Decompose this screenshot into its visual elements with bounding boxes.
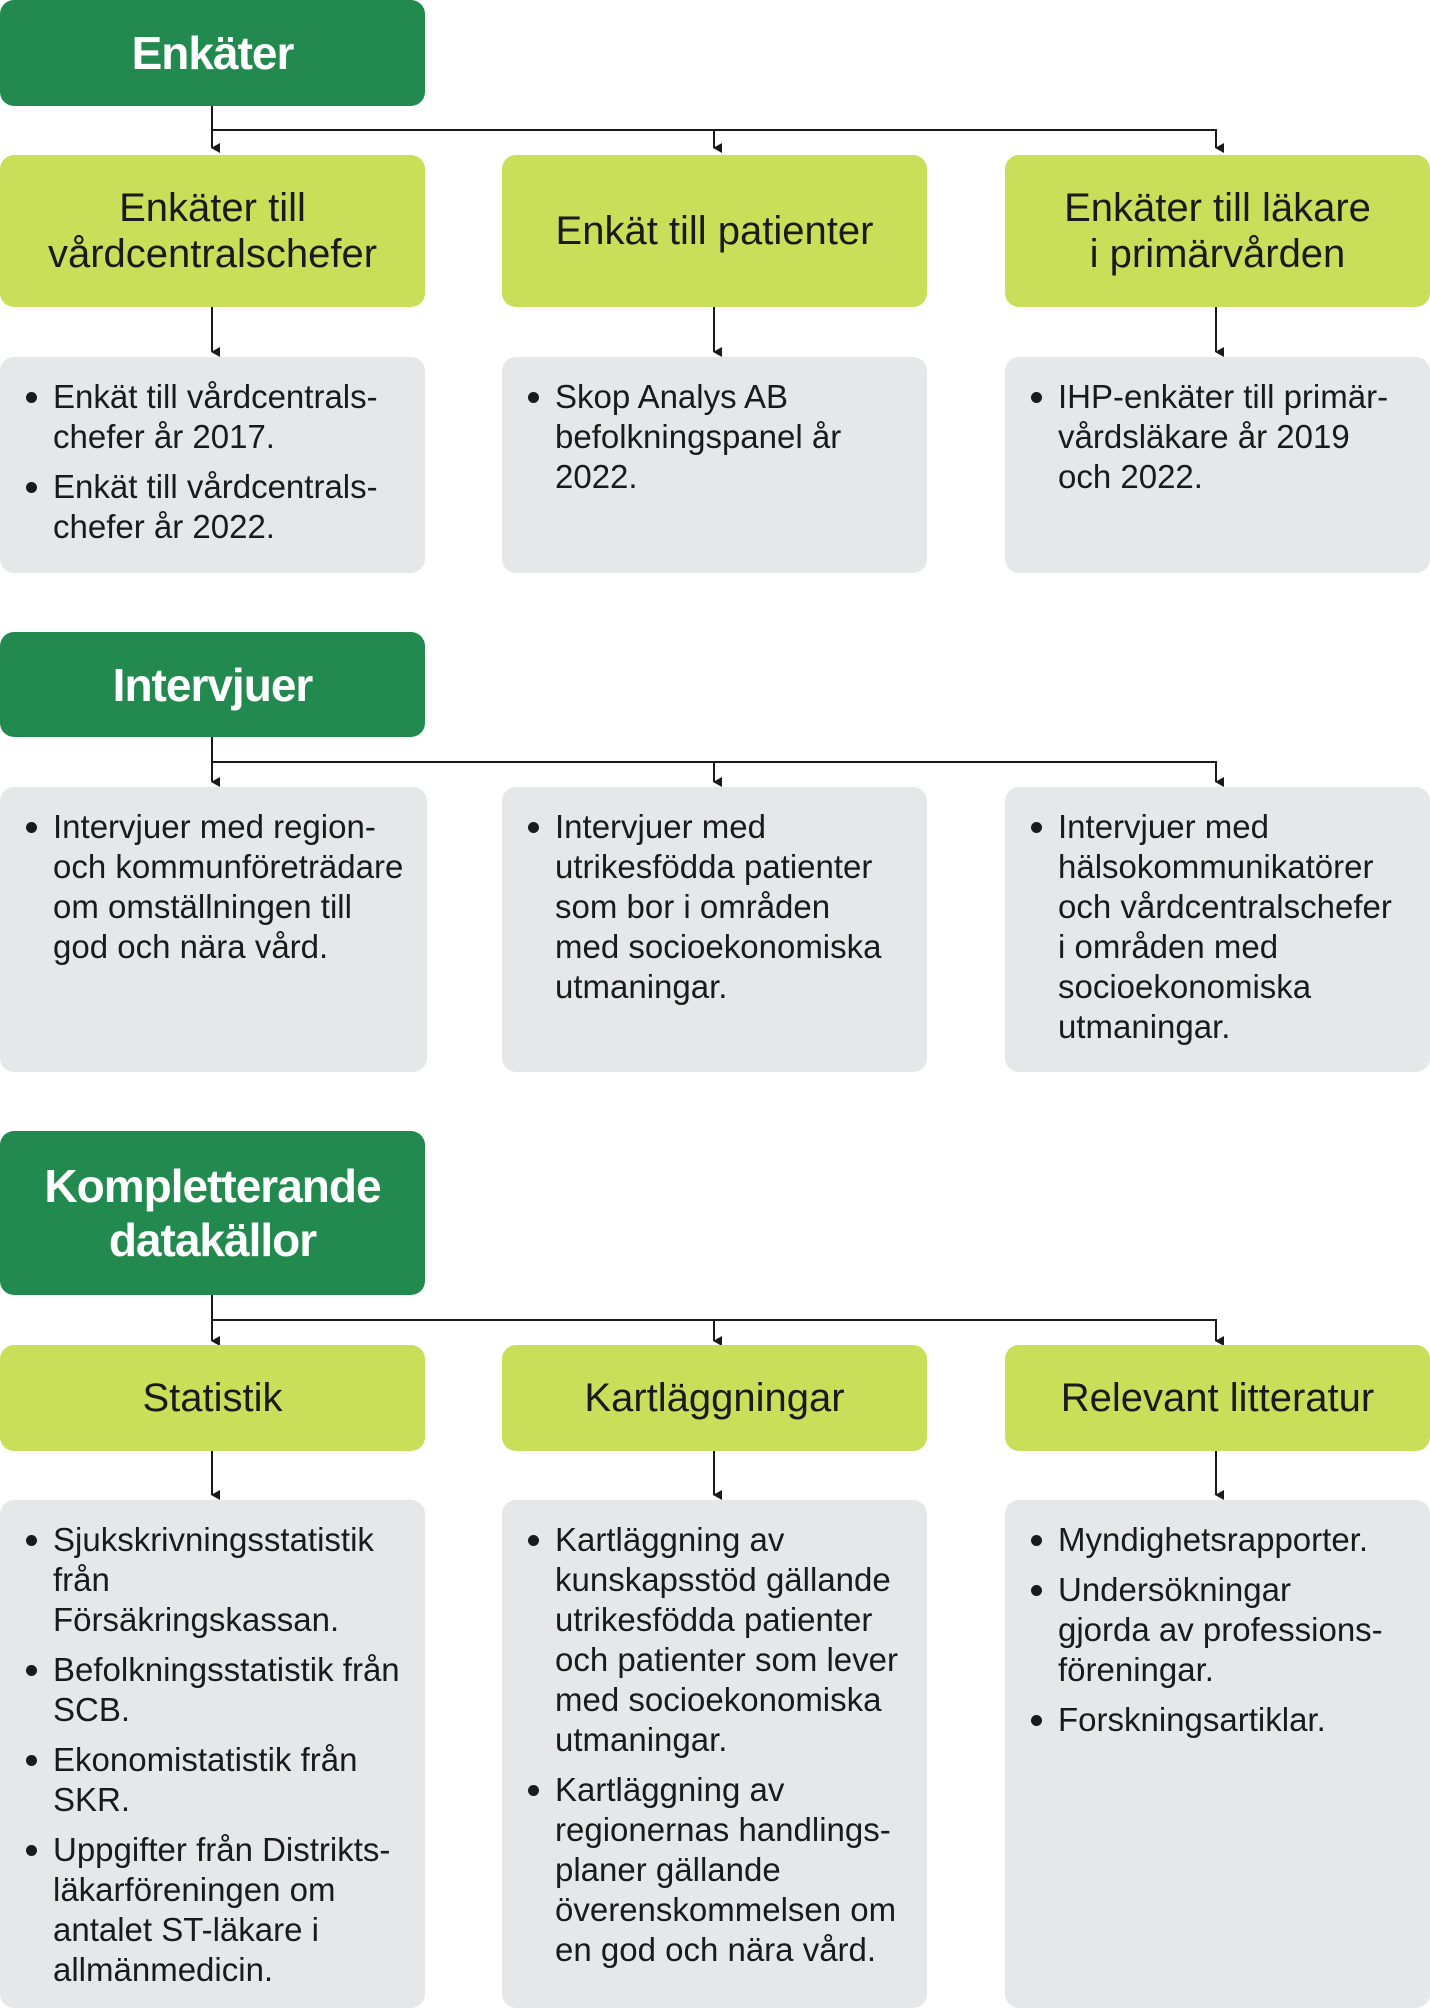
category-label: Statistik: [142, 1376, 283, 1420]
list-item: Sjukskrivningsstatistik från Försäkringskassan.: [26, 1520, 403, 1640]
list-item: Uppgifter från Distrikts- läkarföreningen om antalet ST-läkare i allmänmedicin.: [26, 1830, 403, 1990]
category-label: Enkäter till vårdcentralschefer: [47, 186, 378, 276]
category-box-kartlaggningar: [502, 1345, 927, 1451]
section-header-intervjuer: [0, 632, 425, 737]
list-item: Forskningsartiklar.: [1031, 1700, 1408, 1740]
list-item: Befolkningsstatistik från SCB.: [26, 1650, 403, 1730]
list-item: Kartläggning av kunskapsstöd gällande utrikesfödda patienter och patienter som lever med socioekonomiska utmaningar.: [528, 1520, 905, 1760]
category-box-vardcentralschefer: [0, 155, 425, 307]
list-item: Intervjuer med hälsokommunikatörer och vårdcentralschefer i områden med socioekonomiska utmaningar.: [1031, 807, 1408, 1047]
section-header-kompletterande: [0, 1131, 425, 1295]
detail-card-vardcentralschefer: [0, 357, 425, 573]
list-item: Myndighetsrapporter.: [1031, 1520, 1408, 1560]
list-item: Enkät till vårdcentrals- chefer år 2017.: [26, 377, 403, 457]
list-item: Intervjuer med region- och kommunföreträdare om omställningen till god och nära vård.: [26, 807, 405, 967]
category-label: Relevant litteratur: [1060, 1376, 1375, 1420]
detail-card-utrikesfodda: [502, 787, 927, 1072]
detail-card-statistik: [0, 1500, 425, 2008]
section-title: Enkäter: [131, 27, 294, 79]
category-label: Enkät till patienter: [555, 209, 874, 253]
list-item: Undersökningar gjorda av professions- föreningar.: [1031, 1570, 1408, 1690]
section-title: Intervjuer: [112, 658, 313, 711]
detail-card-region-kommun: [0, 787, 427, 1072]
detail-card-kartlaggningar: [502, 1500, 927, 2008]
list-item: Skop Analys AB befolkningspanel år 2022.: [528, 377, 905, 497]
section-title: Kompletterande datakällor: [44, 1160, 381, 1266]
category-box-lakare: [1005, 155, 1430, 307]
section-header-enkater: [0, 0, 425, 106]
list-item: Enkät till vårdcentrals- chefer år 2022.: [26, 467, 403, 547]
detail-card-lakare: [1005, 357, 1430, 573]
category-label: Kartläggningar: [584, 1376, 845, 1420]
list-item: IHP-enkäter till primär- vårdsläkare år 2019 och 2022.: [1031, 377, 1408, 497]
detail-card-litteratur: [1005, 1500, 1430, 2008]
detail-card-halsokommunikatorer: [1005, 787, 1430, 1072]
category-box-patienter: [502, 155, 927, 307]
category-label: Enkäter till läkare i primärvården: [1064, 186, 1371, 276]
list-item: Intervjuer med utrikesfödda patienter som bor i områden med socioekonomiska utmaningar.: [528, 807, 905, 1007]
category-box-litteratur: [1005, 1345, 1430, 1451]
list-item: Ekonomistatistik från SKR.: [26, 1740, 403, 1820]
list-item: Kartläggning av regionernas handlings- planer gällande överenskommelsen om en god och nära vård.: [528, 1770, 905, 1970]
category-box-statistik: [0, 1345, 425, 1451]
detail-card-patienter: [502, 357, 927, 573]
